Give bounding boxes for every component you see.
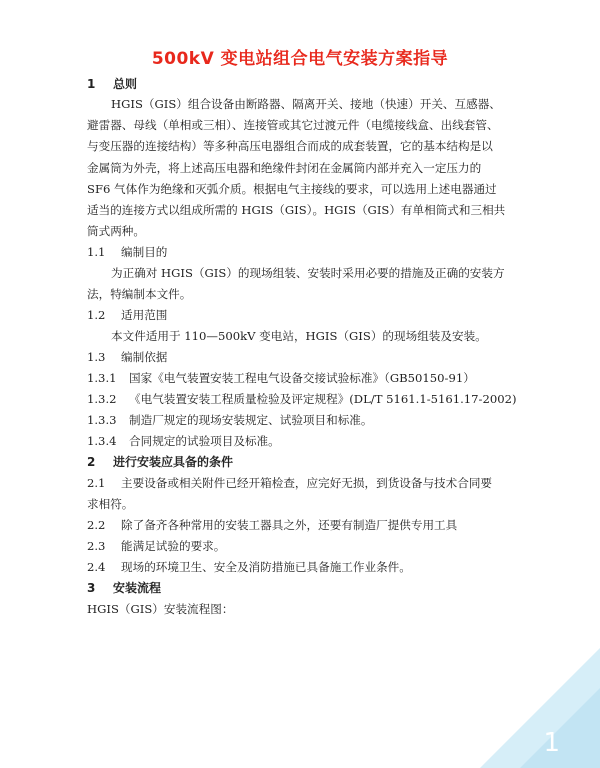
item-text: 现场的环境卫生、安全及消防措施已具备施工作业条件。	[121, 560, 411, 574]
paragraph-line: 筒式两种。	[87, 224, 145, 238]
condition-item	[87, 517, 523, 534]
section-3-heading	[87, 580, 523, 597]
item-number: 2.1	[87, 476, 106, 490]
section-2-heading	[87, 454, 523, 471]
section-title: 安装流程	[113, 581, 162, 595]
paragraph-line: HGIS（GIS）安装流程图：	[87, 602, 234, 616]
subsection-title: 编制依据	[121, 350, 168, 364]
reference-item	[87, 391, 523, 408]
subsection-number: 1.3	[87, 350, 106, 364]
item-text: 除了备齐各种常用的安装工器具之外，还要有制造厂提供专用工具	[121, 518, 458, 532]
item-number: 1.3.4	[87, 434, 117, 448]
paragraph-line: HGIS（GIS）组合设备由断路器、隔离开关、接地（快速）开关、互感器、	[111, 97, 501, 111]
item-text: 主要设备或相关附件已经开箱检查，应完好无损，到货设备与技术合同要	[121, 476, 493, 490]
item-number: 1.3.3	[87, 413, 117, 427]
section-title: 进行安装应具备的条件	[113, 455, 234, 469]
condition-item	[87, 475, 523, 492]
reference-item	[87, 412, 523, 429]
paragraph-line: 与变压器的连接结构）等多种高压电器组合而成的成套装置，它的基本结构是以	[87, 139, 493, 153]
section-number: 3	[87, 581, 96, 595]
item-number: 1.3.1	[87, 371, 117, 385]
subsection-1-1-heading	[87, 244, 523, 261]
subsection-1-3-heading	[87, 349, 523, 366]
subsection-title: 适用范围	[121, 308, 168, 322]
paragraph-line: 为正确对 HGIS（GIS）的现场组装、安装时采用必要的措施及正确的安装方	[111, 266, 505, 280]
item-text: 合同规定的试验项目及标准。	[129, 434, 280, 448]
condition-item	[87, 538, 523, 555]
item-text: 制造厂规定的现场安装规定、试验项目和标准。	[129, 413, 373, 427]
reference-item	[87, 370, 523, 387]
paragraph-line: 适当的连接方式以组成所需的 HGIS（GIS）。HGIS（GIS）有单相筒式和三相共	[87, 203, 506, 217]
reference-item	[87, 433, 523, 450]
paragraph-line: 法，特编制本文件。	[87, 287, 192, 301]
section-title: 总则	[113, 77, 138, 91]
subsection-number: 1.2	[87, 308, 106, 322]
document-title: 500kV 变电站组合电气安装方案指导	[151, 49, 449, 69]
item-number: 2.4	[87, 560, 106, 574]
paragraph-line: 避雷器、母线（单相或三相）、连接管或其它过渡元件（电缆接线盒、出线套管、	[87, 118, 499, 132]
item-number: 2.2	[87, 518, 106, 532]
item-text: 国家《电气装置安装工程电气设备交接试验标准》（GB50150-91）	[129, 371, 475, 385]
section-number: 2	[87, 455, 96, 469]
page-number: 1	[543, 728, 560, 758]
section-1-heading	[87, 76, 523, 93]
page-corner-decoration	[480, 648, 600, 768]
item-number: 1.3.2	[87, 392, 117, 406]
item-text: 能满足试验的要求。	[121, 539, 226, 553]
item-number: 2.3	[87, 539, 106, 553]
subsection-1-2-heading	[87, 307, 523, 324]
paragraph-line: 金属筒为外壳，将上述高压电器和绝缘件封闭在金属筒内部并充入一定压力的	[87, 161, 482, 175]
paragraph-line: 本文件适用于 110—500kV 变电站，HGIS（GIS）的现场组装及安装。	[111, 329, 487, 343]
condition-item	[87, 559, 523, 576]
section-number: 1	[87, 77, 96, 91]
subsection-number: 1.1	[87, 245, 106, 259]
paragraph-line: SF6 气体作为绝缘和灭弧介质。根据电气主接线的要求，可以选用上述电器通过	[87, 182, 497, 196]
item-text: 《电气装置安装工程质量检验及评定规程》(DL/T 5161.1-5161.17-2002)	[129, 392, 517, 406]
subsection-title: 编制目的	[121, 245, 168, 259]
condition-item-continuation: 求相符。	[87, 497, 134, 511]
